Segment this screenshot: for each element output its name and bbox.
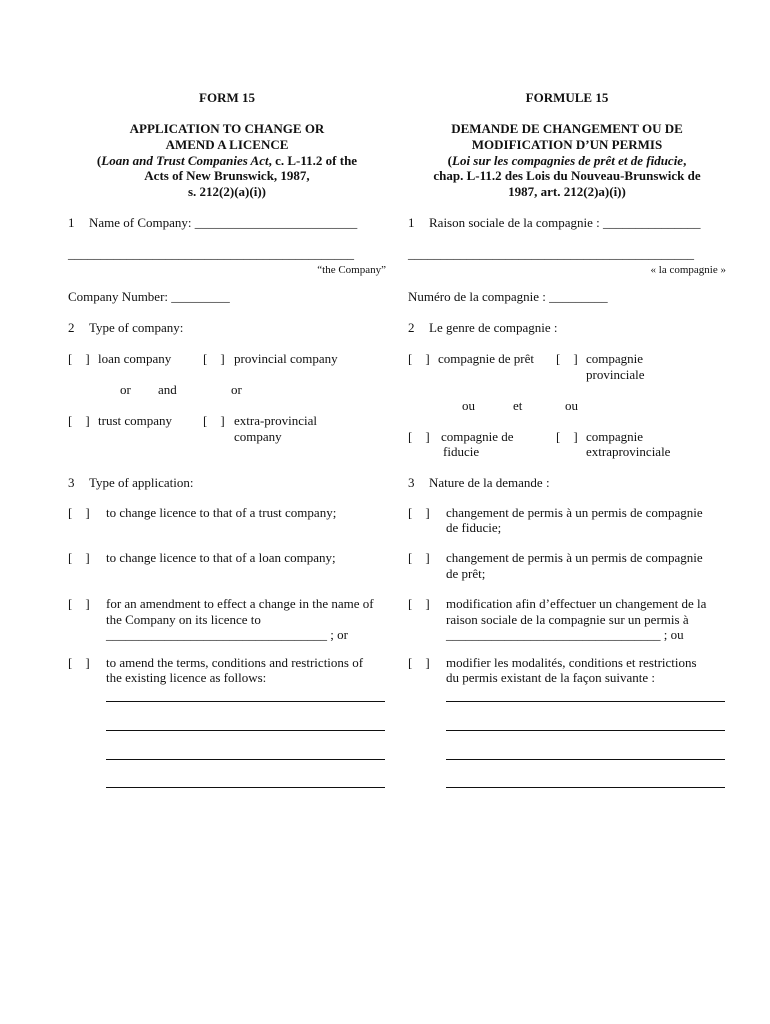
form-title: FORMULE 15 (525, 90, 609, 105)
name-change-option-line2: raison sociale de la compagnie sur un permis à (446, 612, 689, 627)
amend-terms-option-line2: the existing licence as follows: (106, 670, 267, 685)
trust-company-label-line2: fiducie (443, 444, 480, 459)
section-3-number: 3 (68, 475, 75, 490)
or-connector: ou (462, 398, 475, 413)
provincial-company-checkbox[interactable]: [ ] (203, 351, 225, 366)
provincial-company-checkbox[interactable]: [ ] (556, 351, 578, 366)
section-1-number: 1 (408, 215, 415, 230)
amendment-answer-line[interactable] (446, 701, 725, 702)
form-heading-line1: DEMANDE DE CHANGEMENT OU DE (451, 121, 683, 136)
name-change-checkbox[interactable]: [ ] (408, 596, 430, 611)
form-heading-line2: AMEND A LICENCE (165, 137, 289, 152)
company-number-field[interactable]: Company Number: _________ (68, 289, 230, 304)
trust-licence-option-line1: changement de permis à un permis de compagnie (446, 505, 703, 520)
trust-company-label-line1: compagnie de (441, 429, 514, 444)
amend-terms-option-line1: modifier les modalités, conditions et restrictions (446, 655, 697, 670)
trust-licence-option-line2: de fiducie; (446, 520, 502, 535)
form-heading-line2: MODIFICATION D’UN PERMIS (471, 137, 663, 152)
or-connector: ou (565, 398, 578, 413)
extra-provincial-company-checkbox[interactable]: [ ] (203, 413, 225, 428)
new-name-field[interactable]: _________________________________ ; ou (446, 627, 684, 642)
extra-provincial-label-line2: company (234, 429, 282, 444)
company-name-continuation-line[interactable]: ____________________________________________ (408, 246, 694, 261)
type-of-company-label: Le genre de compagnie : (429, 320, 558, 335)
amendment-answer-line[interactable] (106, 787, 385, 788)
new-name-field[interactable]: __________________________________ ; or (106, 627, 348, 642)
extra-provincial-label-line1: compagnie (586, 429, 644, 444)
name-change-option-line1: for an amendment to effect a change in the name of (106, 596, 374, 611)
amend-terms-option-line1: to amend the terms, conditions and restrictions of (106, 655, 364, 670)
amendment-answer-line[interactable] (446, 730, 725, 731)
loan-licence-option-line2: de prêt; (446, 566, 486, 581)
loan-company-checkbox[interactable]: [ ] (408, 351, 430, 366)
trust-licence-checkbox[interactable]: [ ] (68, 505, 90, 520)
loan-company-label: loan company (98, 351, 172, 366)
the-company-caption: « la compagnie » (650, 264, 726, 276)
statute-citation-line3: s. 212(2)(a)(i)) (188, 184, 266, 199)
loan-company-checkbox[interactable]: [ ] (68, 351, 90, 366)
amendment-answer-line[interactable] (446, 759, 725, 760)
statute-citation-line1: (Loi sur les compagnies de prêt et de fiducie, (447, 153, 687, 168)
amend-terms-option-line2: du permis existant de la façon suivante : (446, 670, 656, 685)
section-1-number: 1 (68, 215, 75, 230)
provincial-company-label: provincial company (234, 351, 338, 366)
extra-provincial-label-line2: extraprovinciale (586, 444, 671, 459)
or-connector: or (231, 382, 242, 397)
and-connector: and (158, 382, 177, 397)
loan-licence-option-line1: changement de permis à un permis de compagnie (446, 550, 703, 565)
extra-provincial-label-line1: extra-provincial (234, 413, 318, 428)
section-3-number: 3 (408, 475, 415, 490)
section-2-number: 2 (68, 320, 75, 335)
and-connector: et (513, 398, 523, 413)
type-of-application-label: Nature de la demande : (429, 475, 550, 490)
company-name-continuation-line[interactable]: ____________________________________________ (68, 246, 354, 261)
amend-terms-checkbox[interactable]: [ ] (68, 655, 90, 670)
trust-company-checkbox[interactable]: [ ] (408, 429, 430, 444)
statute-citation-line3: 1987, art. 212(2)a)(i)) (508, 184, 626, 199)
amendment-answer-line[interactable] (106, 730, 385, 731)
trust-licence-checkbox[interactable]: [ ] (408, 505, 430, 520)
extra-provincial-company-checkbox[interactable]: [ ] (556, 429, 578, 444)
provincial-company-label-line1: compagnie (586, 351, 644, 366)
loan-licence-option: to change licence to that of a loan company; (106, 550, 336, 565)
amend-terms-checkbox[interactable]: [ ] (408, 655, 430, 670)
loan-licence-checkbox[interactable]: [ ] (68, 550, 90, 565)
type-of-application-label: Type of application: (89, 475, 194, 490)
amendment-answer-line[interactable] (106, 759, 385, 760)
trust-company-label: trust company (98, 413, 173, 428)
section-2-number: 2 (408, 320, 415, 335)
provincial-company-label-line2: provinciale (586, 367, 645, 382)
the-company-caption: “the Company” (317, 264, 386, 276)
name-change-option-line1: modification afin d’effectuer un changement de la (446, 596, 707, 611)
type-of-company-label: Type of company: (89, 320, 184, 335)
company-name-field[interactable]: Name of Company: _________________________ (89, 215, 358, 230)
name-change-checkbox[interactable]: [ ] (68, 596, 90, 611)
loan-company-label: compagnie de prêt (438, 351, 535, 366)
amendment-answer-line[interactable] (446, 787, 725, 788)
trust-company-checkbox[interactable]: [ ] (68, 413, 90, 428)
or-connector: or (120, 382, 131, 397)
statute-citation-line2: Acts of New Brunswick, 1987, (144, 168, 310, 183)
form-heading-line1: APPLICATION TO CHANGE OR (129, 121, 325, 136)
statute-citation-line2: chap. L-11.2 des Lois du Nouveau-Brunswick de (433, 168, 701, 183)
name-change-option-line2: the Company on its licence to (106, 612, 261, 627)
trust-licence-option: to change licence to that of a trust company; (106, 505, 337, 520)
amendment-answer-line[interactable] (106, 701, 385, 702)
statute-citation-line1: (Loan and Trust Companies Act, c. L-11.2 of the (96, 153, 358, 168)
form-title: FORM 15 (199, 90, 255, 105)
company-number-field[interactable]: Numéro de la compagnie : _________ (408, 289, 608, 304)
company-name-field[interactable]: Raison sociale de la compagnie : _______________ (429, 215, 701, 230)
loan-licence-checkbox[interactable]: [ ] (408, 550, 430, 565)
